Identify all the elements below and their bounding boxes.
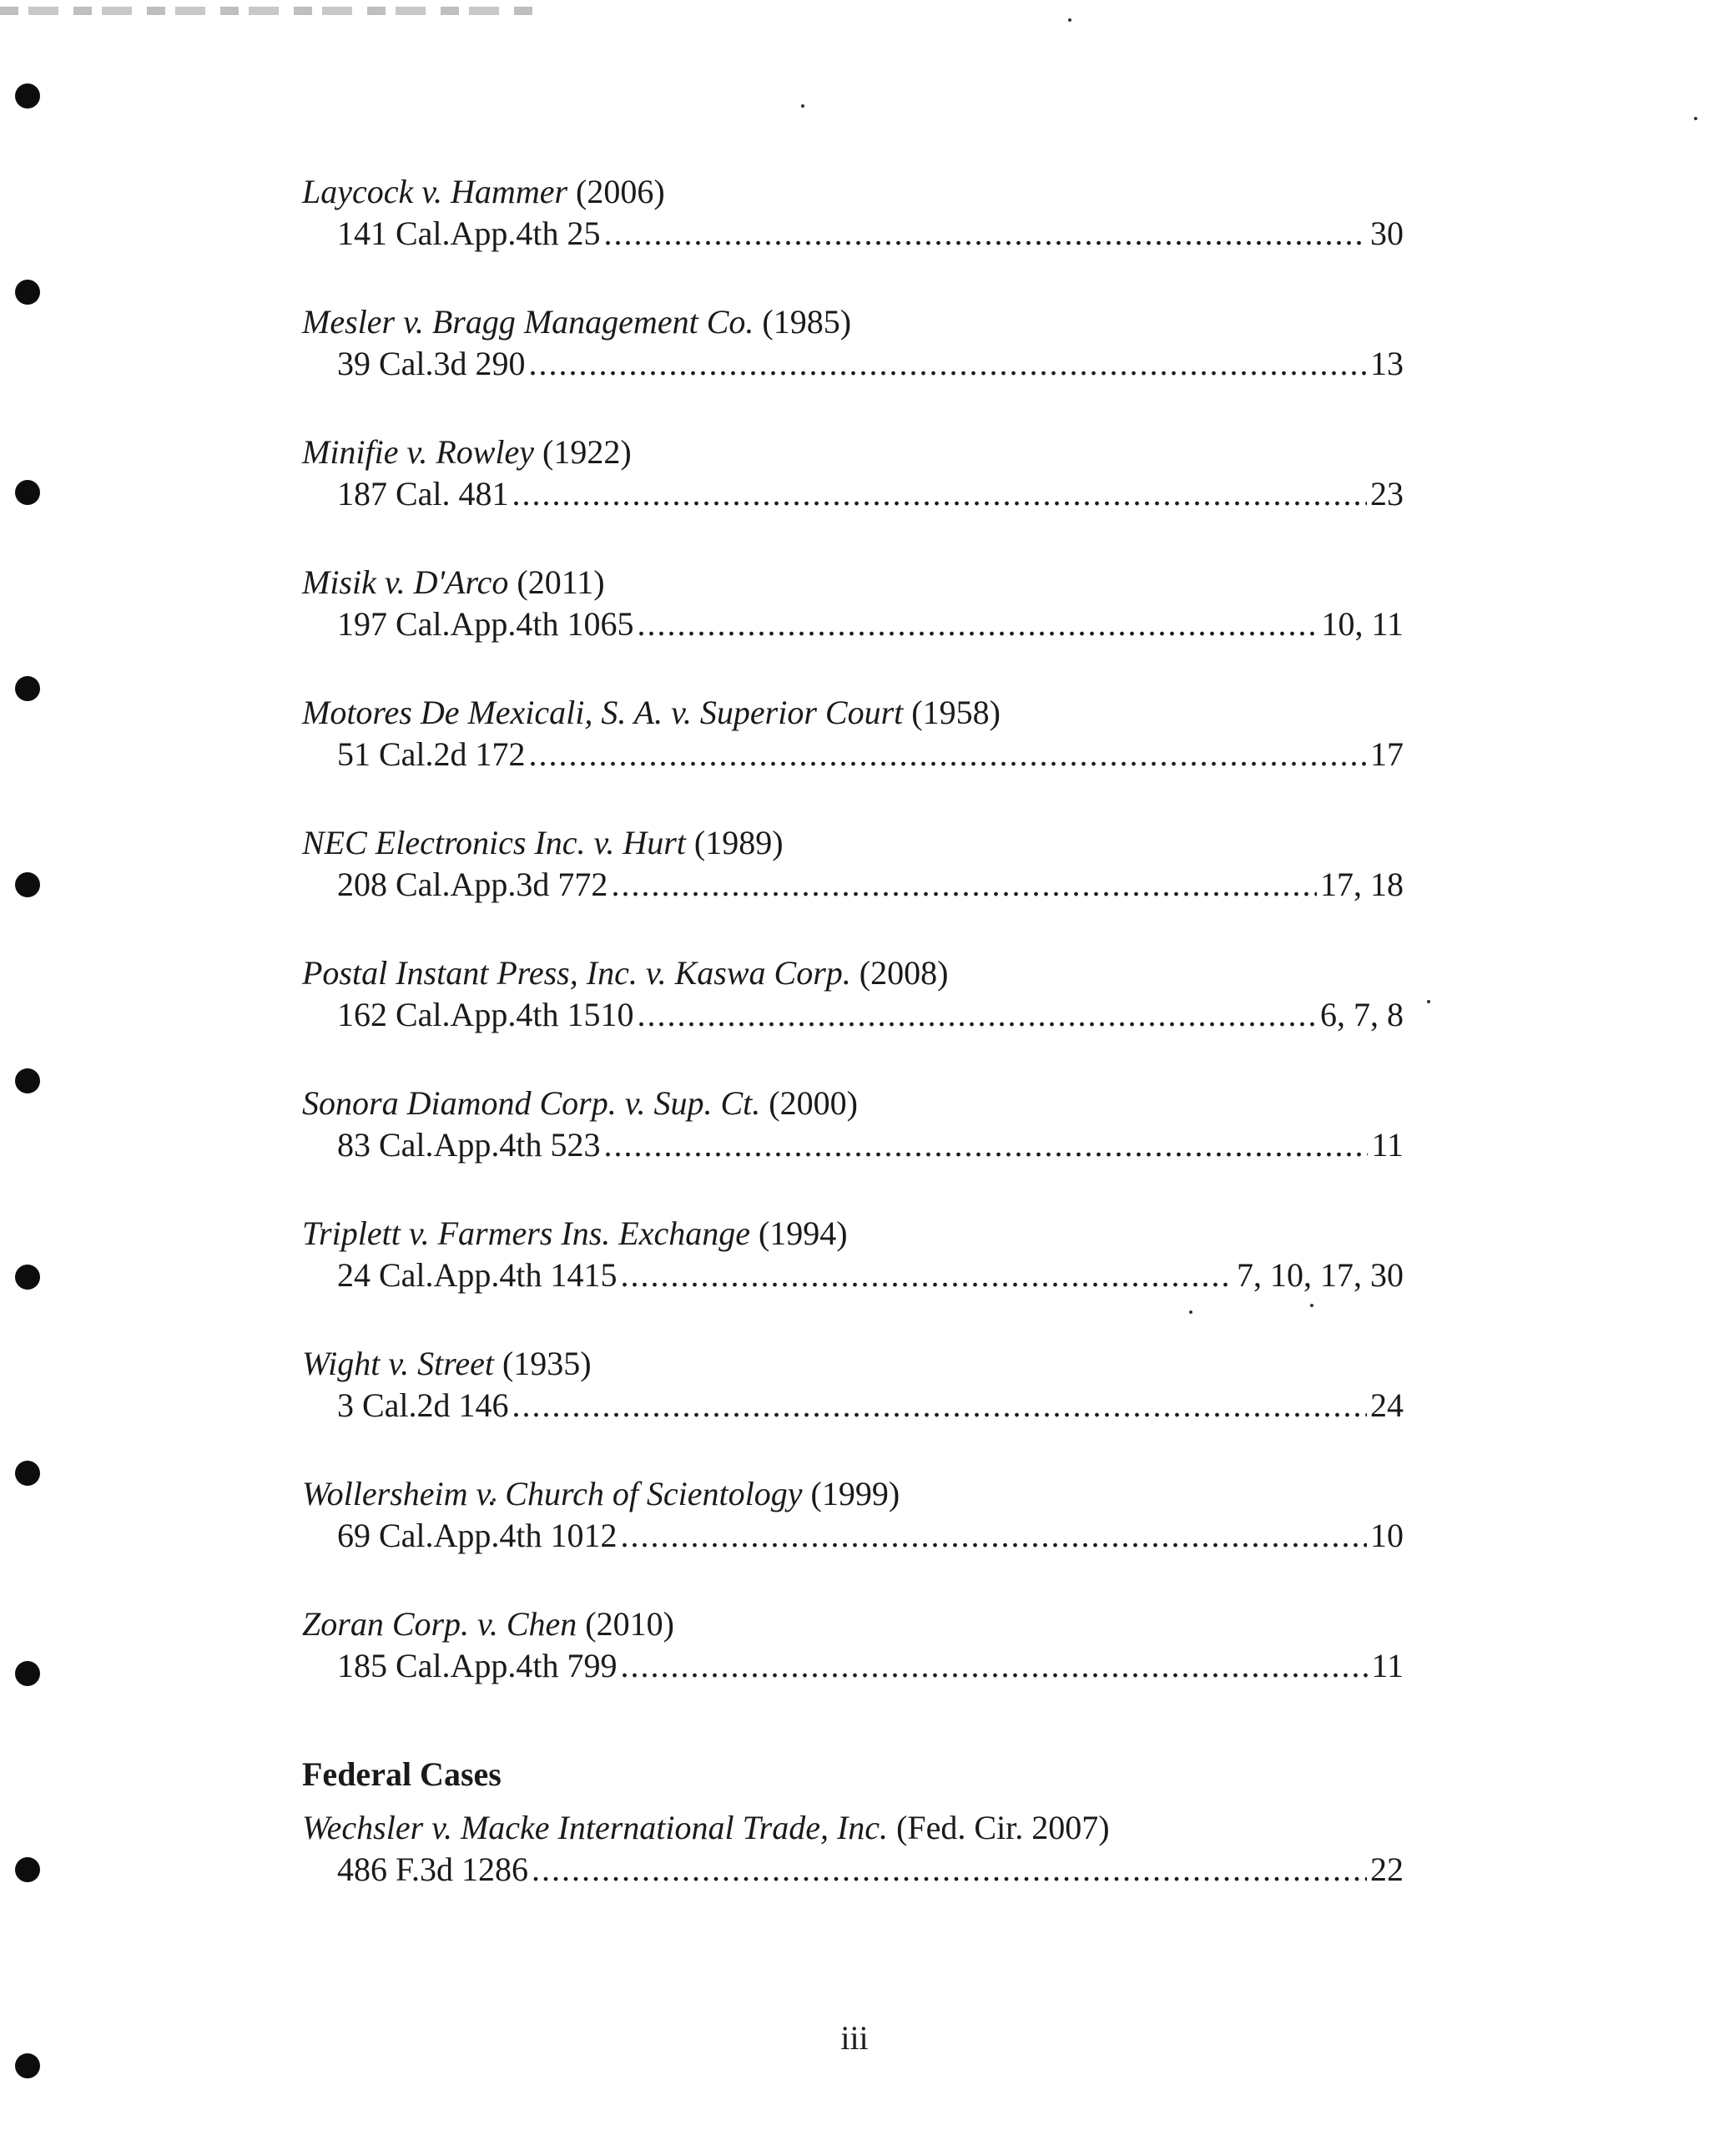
citation-line xyxy=(302,864,1404,906)
case-title xyxy=(302,1603,1404,1645)
case-name: Wollersheim v. Church of Scientology xyxy=(302,1475,803,1512)
citation: 141 Cal.App.4th 25 xyxy=(337,215,601,252)
citation: 208 Cal.App.3d 772 xyxy=(337,866,608,903)
scan-speck xyxy=(1427,1000,1430,1003)
case-name: Postal Instant Press, Inc. v. Kaswa Corp. xyxy=(302,954,851,992)
punch-hole xyxy=(15,280,40,305)
toa-entry xyxy=(302,1083,1404,1166)
case-title xyxy=(302,952,1404,994)
citation-line xyxy=(302,1385,1404,1426)
citation-line xyxy=(302,1124,1404,1166)
section-heading-federal-cases: Federal Cases xyxy=(302,1755,502,1793)
case-name: Motores De Mexicali, S. A. v. Superior Court xyxy=(302,694,904,731)
toa-entry xyxy=(302,301,1404,385)
toa-entry xyxy=(302,1473,1404,1557)
citation-line xyxy=(302,1515,1404,1557)
dot-leader xyxy=(529,734,1367,775)
punch-hole xyxy=(15,1265,40,1290)
toa-entry xyxy=(302,952,1404,1036)
citation: 162 Cal.App.4th 1510 xyxy=(337,996,634,1033)
dot-leader xyxy=(604,1124,1369,1166)
citation-line xyxy=(302,994,1404,1036)
page-refs: 23 xyxy=(1370,475,1404,512)
case-name: NEC Electronics Inc. v. Hurt xyxy=(302,824,686,861)
citation-line xyxy=(302,1255,1404,1296)
citation: 39 Cal.3d 290 xyxy=(337,345,526,382)
citation: 3 Cal.2d 146 xyxy=(337,1386,509,1424)
citation: 83 Cal.App.4th 523 xyxy=(337,1126,601,1164)
page-refs: 13 xyxy=(1370,345,1404,382)
page-refs: 7, 10, 17, 30 xyxy=(1237,1256,1404,1294)
toa-entry xyxy=(302,1213,1404,1296)
citation-line xyxy=(302,603,1404,645)
page-refs: 30 xyxy=(1370,215,1404,252)
toa-entry xyxy=(302,692,1404,775)
page-refs: 10 xyxy=(1370,1517,1404,1554)
scan-speck xyxy=(801,104,804,108)
case-title xyxy=(302,692,1404,734)
page-refs: 17, 18 xyxy=(1320,866,1404,903)
case-year: (2010) xyxy=(585,1605,674,1643)
page-refs: 24 xyxy=(1370,1386,1404,1424)
case-name: Minifie v. Rowley xyxy=(302,433,535,471)
punch-hole xyxy=(15,1857,40,1882)
case-year: (2008) xyxy=(859,954,949,992)
dot-leader xyxy=(532,1849,1367,1891)
case-name: Laycock v. Hammer xyxy=(302,173,568,210)
case-name: Misik v. D'Arco xyxy=(302,563,509,601)
case-name: Triplett v. Farmers Ins. Exchange xyxy=(302,1214,750,1252)
scan-artifact xyxy=(0,7,542,15)
toa-entry xyxy=(302,1807,1404,1891)
dot-leader xyxy=(611,864,1317,906)
punch-hole xyxy=(15,1461,40,1486)
case-title xyxy=(302,822,1404,864)
case-year: (1922) xyxy=(542,433,632,471)
citation: 69 Cal.App.4th 1012 xyxy=(337,1517,618,1554)
page-refs: 11 xyxy=(1371,1126,1404,1164)
citation-line xyxy=(302,734,1404,775)
dot-leader xyxy=(621,1515,1367,1557)
citation-line xyxy=(302,343,1404,385)
case-year: (1985) xyxy=(762,303,852,341)
scan-speck xyxy=(1068,18,1071,22)
page-refs: 10, 11 xyxy=(1321,605,1404,643)
punch-hole xyxy=(15,676,40,701)
case-year: (1958) xyxy=(911,694,1001,731)
citation-line xyxy=(302,473,1404,515)
case-year: (2011) xyxy=(517,563,605,601)
case-title xyxy=(302,1473,1404,1515)
toa-entry xyxy=(302,822,1404,906)
case-title xyxy=(302,1213,1404,1255)
dot-leader xyxy=(638,994,1317,1036)
case-year: (1999) xyxy=(810,1475,900,1512)
table-of-authorities xyxy=(302,171,1404,1937)
page-refs: 17 xyxy=(1370,735,1404,773)
citation: 197 Cal.App.4th 1065 xyxy=(337,605,634,643)
dot-leader xyxy=(621,1255,1233,1296)
citation: 187 Cal. 481 xyxy=(337,475,509,512)
page-number: iii xyxy=(840,2019,869,2057)
dot-leader xyxy=(604,213,1367,255)
citation: 185 Cal.App.4th 799 xyxy=(337,1647,618,1684)
citation-line xyxy=(302,1645,1404,1687)
case-year: (2006) xyxy=(576,173,665,210)
case-name: Sonora Diamond Corp. v. Sup. Ct. xyxy=(302,1084,761,1122)
citation: 24 Cal.App.4th 1415 xyxy=(337,1256,618,1294)
toa-entry xyxy=(302,562,1404,645)
case-year: (1989) xyxy=(693,824,784,861)
punch-hole xyxy=(15,1661,40,1686)
case-year: (Fed. Cir. 2007) xyxy=(896,1809,1110,1846)
case-title xyxy=(302,1807,1404,1849)
punch-hole xyxy=(15,872,40,897)
case-year: (1994) xyxy=(758,1214,848,1252)
case-name: Wechsler v. Macke International Trade, Inc. xyxy=(302,1809,889,1846)
case-title xyxy=(302,562,1404,603)
citation-line xyxy=(302,213,1404,255)
case-year: (1935) xyxy=(502,1345,592,1382)
case-year: (2000) xyxy=(769,1084,858,1122)
citation: 51 Cal.2d 172 xyxy=(337,735,526,773)
scan-speck xyxy=(1694,117,1697,120)
punch-hole xyxy=(15,1068,40,1093)
toa-entry xyxy=(302,432,1404,515)
case-title xyxy=(302,1343,1404,1385)
dot-leader xyxy=(529,343,1367,385)
toa-entry xyxy=(302,1343,1404,1426)
case-name: Wight v. Street xyxy=(302,1345,494,1382)
dot-leader xyxy=(621,1645,1369,1687)
citation: 486 F.3d 1286 xyxy=(337,1851,529,1888)
page-refs: 22 xyxy=(1370,1851,1404,1888)
dot-leader xyxy=(638,603,1318,645)
case-title xyxy=(302,171,1404,213)
case-title xyxy=(302,1083,1404,1124)
page-refs: 6, 7, 8 xyxy=(1320,996,1404,1033)
case-title xyxy=(302,301,1404,343)
case-name: Zoran Corp. v. Chen xyxy=(302,1605,577,1643)
page-refs: 11 xyxy=(1371,1647,1404,1684)
case-title xyxy=(302,432,1404,473)
punch-hole xyxy=(15,83,40,109)
toa-entry xyxy=(302,1603,1404,1687)
dot-leader xyxy=(512,473,1367,515)
dot-leader xyxy=(512,1385,1367,1426)
case-name: Mesler v. Bragg Management Co. xyxy=(302,303,754,341)
citation-line xyxy=(302,1849,1404,1891)
punch-hole xyxy=(15,480,40,505)
toa-entry xyxy=(302,171,1404,255)
